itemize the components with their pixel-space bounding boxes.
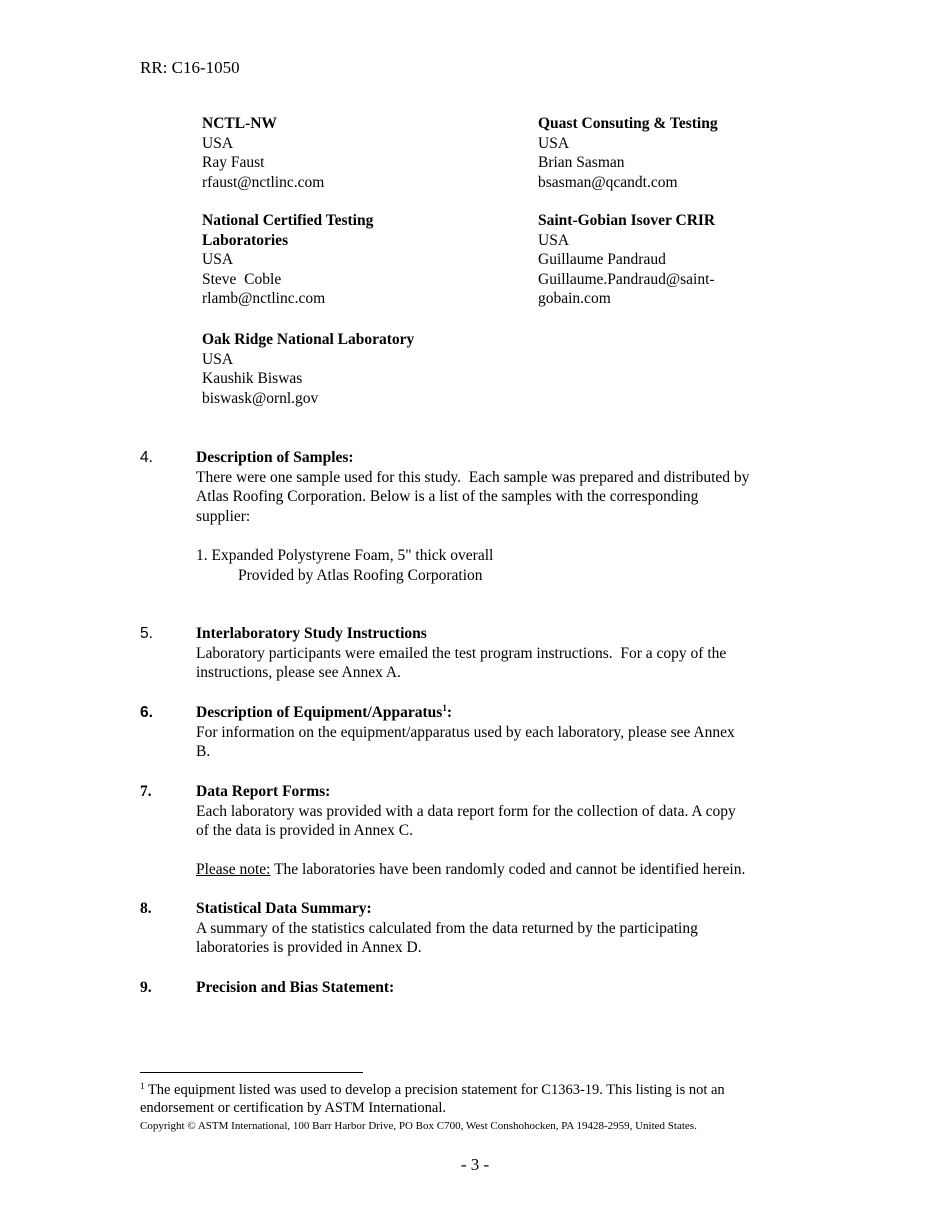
section-equipment (196, 703, 816, 762)
lab-name: NCTL-NW (202, 115, 277, 132)
lab-country: USA (202, 350, 234, 368)
lab-email: rfaust@nctlinc.com (202, 173, 325, 191)
report-id: RR: C16-1050 (140, 58, 240, 77)
section-number: 4. (140, 449, 153, 466)
section-data-report-forms (196, 782, 816, 880)
lab-country: USA (202, 134, 234, 152)
section-number: 9. (140, 979, 152, 996)
lab-entry (202, 330, 502, 408)
lab-country: USA (538, 231, 570, 249)
lab-name: Laboratories (202, 231, 289, 249)
lab-entry (538, 114, 838, 192)
section-title: Data Report Forms: (196, 783, 331, 800)
section-text: A summary of the statistics calculated from the data returned by the participating (196, 919, 698, 937)
section-text: Each laboratory was provided with a data report form for the collection of data. A copy (196, 802, 736, 820)
section-text: B. (196, 743, 211, 761)
section-text: of the data is provided in Annex C. (196, 822, 413, 840)
note-text: The laboratories have been randomly coded and cannot be identified herein. (270, 861, 746, 879)
lab-email: Guillaume.Pandraud@saint- (538, 270, 715, 288)
page-number: - 3 - (460, 1155, 490, 1174)
lab-email: rlamb@nctlinc.com (202, 290, 326, 308)
section-number: 6. (140, 704, 153, 721)
lab-contact: Brian Sasman (538, 154, 625, 172)
section-precision-bias (196, 978, 816, 998)
section-title: Interlaboratory Study Instructions (196, 625, 427, 642)
lab-entry (202, 211, 502, 309)
lab-name: Saint-Gobian Isover CRIR (538, 212, 716, 229)
lab-country: USA (202, 251, 234, 269)
section-title: Precision and Bias Statement: (196, 979, 395, 996)
footnote (140, 1081, 800, 1117)
footnote-divider (140, 1072, 363, 1073)
lab-email: bsasman@qcandt.com (538, 173, 678, 191)
lab-name: Oak Ridge National Laboratory (202, 331, 415, 348)
section-number: 5. (140, 625, 153, 642)
section-statistical-summary (196, 899, 816, 958)
lab-contact: Steve Coble (202, 270, 282, 288)
section-text: Atlas Roofing Corporation. Below is a list of the samples with the corresponding (196, 488, 699, 506)
lab-email: gobain.com (538, 290, 611, 308)
section-text: laboratories is provided in Annex D. (196, 939, 422, 957)
section-description-of-samples (196, 448, 816, 585)
footnote-ref: 1 (442, 703, 447, 713)
lab-contact: Kaushik Biswas (202, 370, 303, 388)
note-label: Please note: (196, 861, 271, 879)
lab-contact: Guillaume Pandraud (538, 251, 666, 269)
section-title: Description of Equipment/Apparatus$^1$: (196, 703, 452, 721)
section-number: 8. (140, 900, 152, 917)
lab-entry (202, 114, 502, 192)
section-title: Statistical Data Summary: (196, 900, 372, 917)
lab-name: Quast Consuting & Testing (538, 115, 718, 132)
section-text: supplier: (196, 507, 251, 525)
lab-name: National Certified Testing (202, 212, 374, 229)
section-text: instructions, please see Annex A. (196, 664, 401, 682)
section-title: Description of Samples: (196, 449, 354, 466)
please-note (196, 860, 816, 880)
section-text: Laboratory participants were emailed the test program instructions. For a copy of the (196, 644, 727, 662)
copyright-notice: Copyright © ASTM International, 100 Barr Harbor Drive, PO Box C700, West Conshohocken, PA 19428-2959, United States. (140, 1120, 697, 1132)
lab-email: biswask@ornl.gov (202, 389, 319, 407)
section-study-instructions (196, 624, 816, 683)
footnote-marker: 1 (140, 1081, 145, 1091)
footnote-text: The equipment listed was used to develop a precision statement for C1363-19. This listing is not an (144, 1082, 725, 1098)
lab-country: USA (538, 134, 570, 152)
sample-item: 1. Expanded Polystyrene Foam, 5" thick overall (196, 546, 494, 564)
lab-contact: Ray Faust (202, 154, 265, 172)
lab-entry (538, 211, 838, 309)
footnote-text: endorsement or certification by ASTM International. (140, 1100, 447, 1116)
section-text: There were one sample used for this study. Each sample was prepared and distributed by (196, 468, 750, 486)
sample-provider: Provided by Atlas Roofing Corporation (238, 566, 483, 584)
section-number: 7. (140, 783, 152, 800)
section-text: For information on the equipment/apparatus used by each laboratory, please see Annex (196, 723, 735, 741)
